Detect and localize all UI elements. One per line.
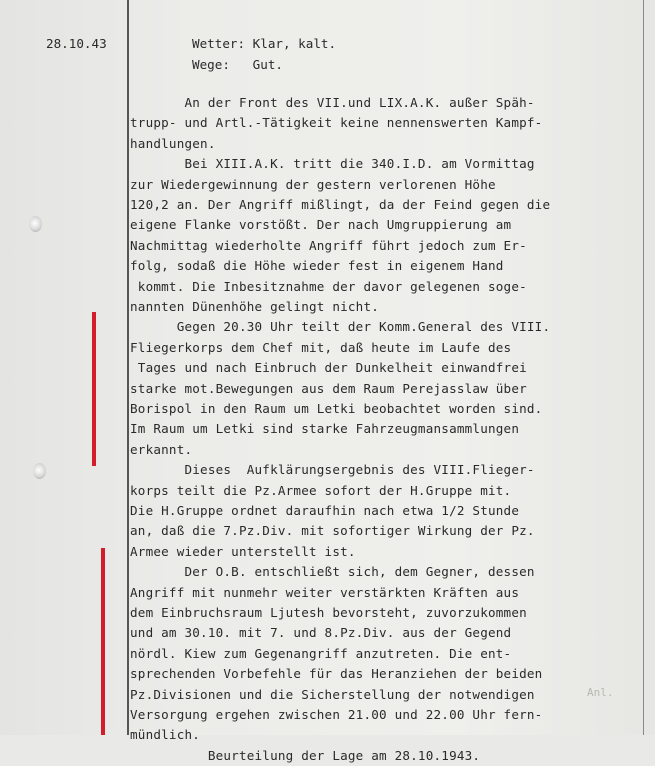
body-line: 120,2 an. Der Angriff mißlingt, da der Feind gegen die [130,197,551,212]
faint-margin-mark: Anl. [587,686,614,699]
body-line: Angriff mit nunmehr weiter verstärkten Kräften aus [130,584,520,600]
body-line: folg, sodaß die Höhe wieder fest in eigenem Hand [130,258,504,274]
weather-line: Wetter: Klar, kalt. [192,36,337,51]
body-line: Beurteilung der Lage am 28.10.1943. [130,747,481,763]
body-line: erkannt. [130,441,193,457]
body-line: trupp- und Artl.-Tätigkeit keine nennenswerten Kampf- [130,115,543,131]
body-line: nördl. Kiew zum Gegenangriff anzutreten. Die ent- [130,645,512,661]
body-line: dem Einbruchsraum Ljutesh bevorsteht, zuvorzukommen [130,605,527,620]
body-line: Fliegerkorps dem Chef mit, daß heute im Laufe des [130,339,512,355]
body-line: Pz.Divisionen und die Sicherstellung der notwendigen [130,686,535,702]
entry-date: 28.10.43 [46,36,107,51]
body-line: zur Wiedergewinnung der gestern verlorenen Höhe [130,176,496,192]
roads-line: Wege: Gut. [192,57,283,72]
body-line: Dieses Aufklärungsergebnis des VIII.Flieger- [130,462,535,478]
body-line: Der O.B. entschließt sich, dem Gegner, dessen [130,564,535,580]
body-line: Die H.Gruppe ordnet daraufhin nach etwa 1/2 Stunde [130,503,520,518]
body-line: und am 30.10. mit 7. und 8.Pz.Div. aus der Gegend [130,625,512,641]
body-line: kommt. Die Inbesitznahme der davor gelegenen soge- [130,278,527,294]
body-line: Borispol in den Raum um Letki beobachtet worden sind. [130,401,543,416]
body-line: Gegen 20.30 Uhr teilt der Komm.General des VIII. [130,319,551,335]
body-line: Tages und nach Einbruch der Dunkelheit einwandfrei [130,360,527,376]
body-line: handlungen. [130,135,216,151]
body-line: korps teilt die Pz.Armee sofort der H.Gruppe mit. [130,482,512,498]
body-line: eigene Flanke vorstößt. Der nach Umgruppierung am [130,217,512,233]
body-line: Im Raum um Letki sind starke Fahrzeugmansammlungen [130,421,520,437]
body-line: sprechenden Vorbefehle für das Heranziehen der beiden [130,666,543,682]
body-line: nannten Dünenhöhe gelingt nicht. [130,299,380,314]
body-line: Armee wieder unterstellt ist. [130,543,356,559]
body-line: starke mot.Bewegungen aus dem Raum Perejasslaw über [130,380,527,396]
body-line: mündlich. [130,727,201,743]
body-line: An der Front des VII.und LIX.A.K. außer Späh- [130,95,535,110]
body-line: Bei XIII.A.K. tritt die 340.I.D. am Vormittag [130,156,535,172]
body-line: Nachmittag wiederholte Angriff führt jedoch zum Er- [130,237,527,253]
body-line: Versorgung ergehen zwischen 21.00 und 22.00 Uhr fern- [130,707,543,722]
body-line: an, daß die 7.Pz.Div. mit sofortiger Wirkung der Pz. [130,523,535,539]
